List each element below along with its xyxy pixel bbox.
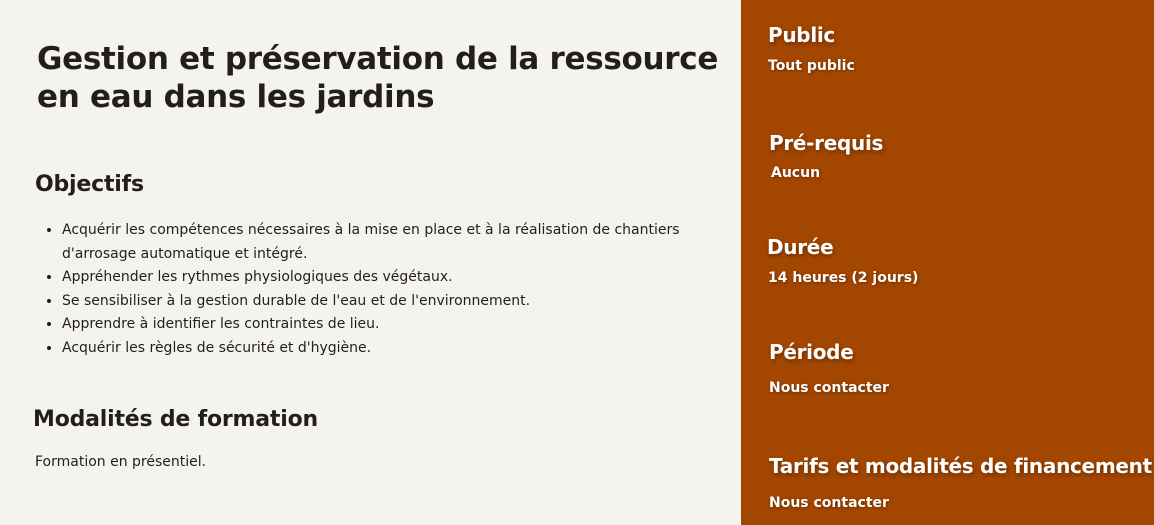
objectifs-heading: Objectifs [35,172,144,197]
objectif-item: • Apprendre à identifier les contraintes de lieu. [62,313,702,337]
duree-value: 14 heures (2 jours) [768,270,919,286]
public-block [768,22,855,76]
periode-value: Nous contacter [769,380,889,396]
duree-heading: Durée [767,235,834,259]
public-heading: Public [768,23,835,47]
info-sidebar [741,0,1154,525]
public-value: Tout public [768,58,855,74]
page-title: Gestion et préservation de la ressource en eau dans les jardins [37,41,719,115]
prerequis-heading: Pré-requis [769,131,884,155]
objectif-item: • Appréhender les rythmes physiologiques des végétaux. [62,266,702,290]
modalites-heading: Modalités de formation [33,407,318,432]
tarifs-heading: Tarifs et modalités de financement [769,454,1152,478]
tarifs-value: Nous contacter [769,495,889,511]
modalites-text: Formation en présentiel. [35,454,207,470]
objectif-item: • Acquérir les compétences nécessaires à la mise en place et à la réalisation de chantiers d'arrosage automatique et intégré. [62,219,702,266]
tarifs-block [769,453,1152,513]
objectif-item: • Acquérir les règles de sécurité et d'hygiène. [62,337,702,361]
objectifs-list [44,219,702,360]
prerequis-block [769,130,883,183]
prerequis-value: Aucun [771,165,821,181]
periode-block [769,339,889,398]
periode-heading: Période [769,340,854,364]
objectif-item: • Se sensibiliser à la gestion durable de l'eau et de l'environnement. [62,290,702,314]
duree-block [767,234,918,288]
